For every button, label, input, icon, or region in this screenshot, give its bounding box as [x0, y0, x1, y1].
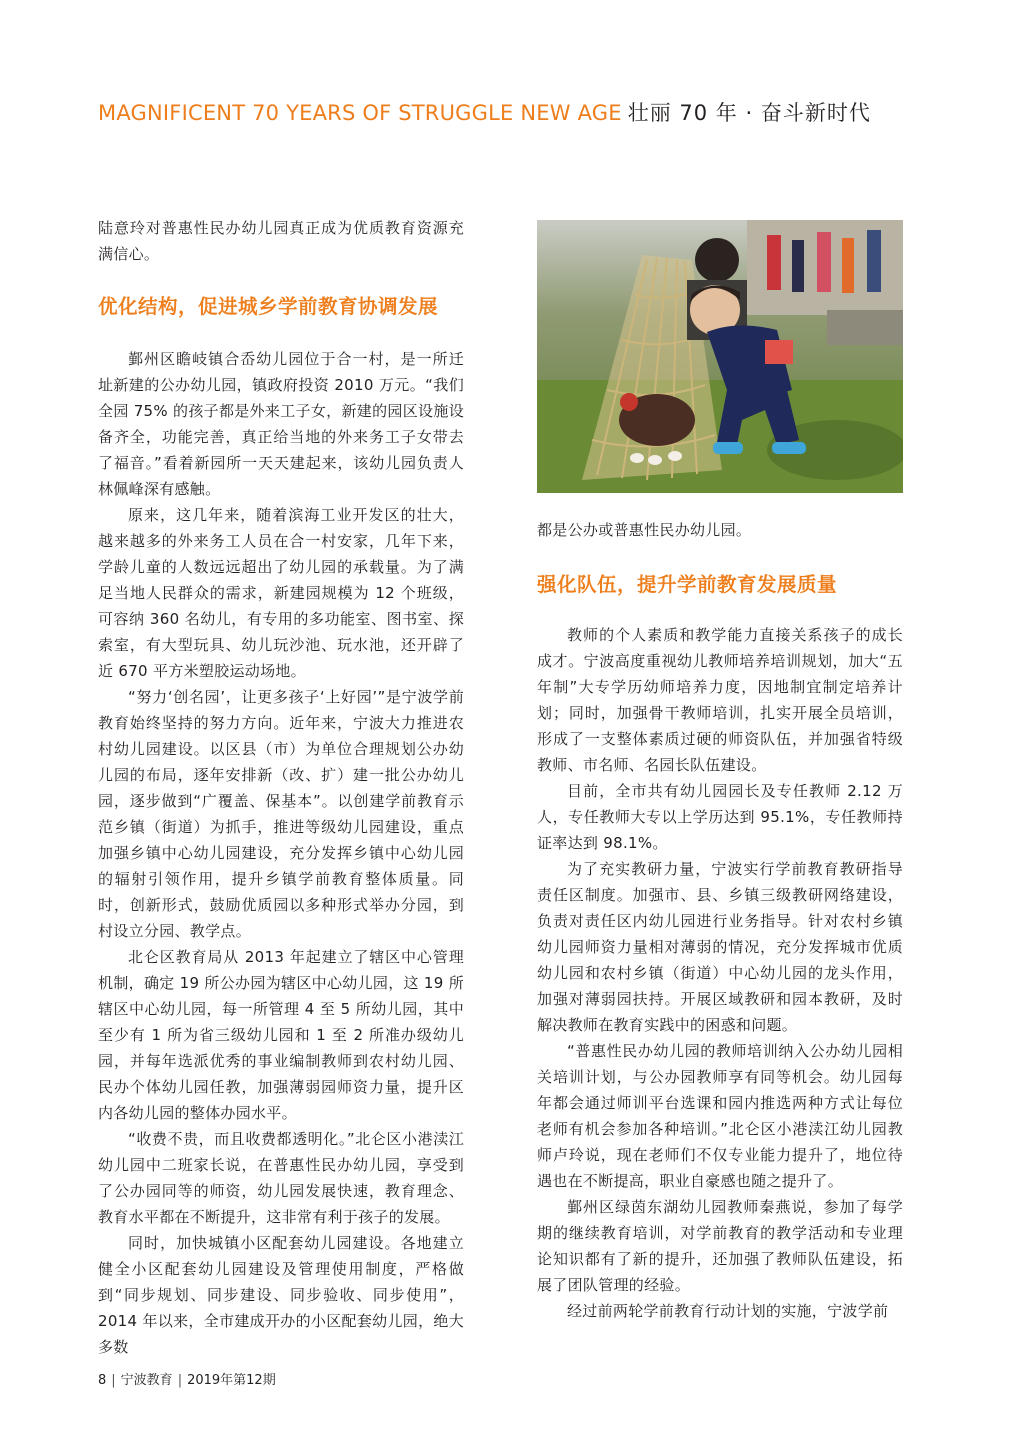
section-heading: 优化结构，促进城乡学前教育协调发展 [98, 295, 439, 318]
paragraph: 同时，加快城镇小区配套幼儿园建设。各地建立健全小区配套幼儿园建设及管理使用制度，严格做到“同步规划、同步建设、同步验收、同步使用”，2014 年以来，全市建成开办的小区配套幼儿园，绝大多数 [98, 1234, 464, 1356]
page-header [98, 98, 871, 128]
header-english-title: MAGNIFICENT 70 YEARS OF STRUGGLE NEW AGE [98, 101, 622, 125]
magazine-name: 宁波教育 [120, 1373, 173, 1388]
page-number: 8 [98, 1373, 107, 1388]
paragraph: 原来，这几年来，随着滨海工业开发区的壮大，越来越多的外来务工人员在合一村安家，几年下来，学龄儿童的人数远远超出了幼儿园的承载量。为了满足当地人民群众的需求，新建园规模为 12 个班级，可容纳 360 名幼儿，有专用的多功能室、图书室、探索室，有大型玩具、幼儿玩沙池、玩水池，还开辟了近 670 平方米塑胶运动场地。 [98, 506, 464, 680]
divider: | [177, 1373, 183, 1388]
divider: | [111, 1373, 116, 1388]
photo-child-with-chicken-cage [537, 220, 903, 493]
paragraph: 为了充实教研力量，宁波实行学前教育教研指导责任区制度。加强市、县、乡镇三级教研网络建设，负责对责任区内幼儿园进行业务指导。针对农村乡镇幼儿园师资力量相对薄弱的情况，充分发挥城市优质幼儿园和农村乡镇（街道）中心幼儿园的龙头作用，加强对薄弱园扶持。开展区域教研和园本教研，及时解决教师在教育实践中的困惑和问题。 [537, 860, 903, 1034]
paragraph: 都是公办或普惠性民办幼儿园。 [537, 521, 752, 539]
page-footer [98, 1372, 276, 1390]
right-column [537, 570, 903, 1324]
paragraph: 北仑区教育局从 2013 年起建立了辖区中心管理机制，确定 19 所公办园为辖区中心幼儿园，这 19 所辖区中心幼儿园，每一所管理 4 至 5 所幼儿园，其中至少有 1 所为省三级幼儿园和 1 至 2 所准办级幼儿园，并每年选派优秀的事业编制教师到农村幼儿园、民办个体幼儿园任教，加强薄弱园师资力量，提升区内各幼儿园的整体办园水平。 [98, 948, 464, 1122]
left-column [98, 215, 464, 1360]
paragraph: “收费不贵，而且收费都透明化。”北仑区小港渎江幼儿园中二班家长说，在普惠性民办幼儿园，享受到了公办园同等的师资，幼儿园发展快速，教育理念、教育水平都在不断提升，这非常有利于孩子的发展。 [98, 1130, 464, 1226]
header-chinese-title: 壮丽 70 年 · 奋斗新时代 [627, 101, 871, 125]
issue-label: 2019年第12期 [187, 1373, 276, 1388]
paragraph: “努力‘创名园’，让更多孩子‘上好园’”是宁波学前教育始终坚持的努力方向。近年来，宁波大力推进农村幼儿园建设。以区县（市）为单位合理规划公办幼儿园的布局，逐年安排新（改、扩）建一批公办幼儿园，逐步做到“广覆盖、保基本”。以创建学前教育示范乡镇（街道）为抓手，推进等级幼儿园建设，重点加强乡镇中心幼儿园建设，充分发挥乡镇中心幼儿园的辐射引领作用，提升乡镇学前教育整体质量。同时，创新形式，鼓励优质园以多种形式举办分园，到村设立分园、教学点。 [98, 688, 464, 940]
paragraph: 陆意玲对普惠性民办幼儿园真正成为优质教育资源充满信心。 [98, 219, 464, 263]
right-column-continuation [537, 517, 903, 543]
paragraph: 鄞州区绿茵东湖幼儿园教师秦燕说，参加了每学期的继续教育培训，对学前教育的教学活动和专业理论知识都有了新的提升，还加强了教师队伍建设，拓展了团队管理的经验。 [537, 1198, 903, 1294]
paragraph: 鄞州区瞻岐镇合岙幼儿园位于合一村，是一所迁址新建的公办幼儿园，镇政府投资 2010 万元。“我们全园 75% 的孩子都是外来工子女，新建的园区设施设备齐全，功能完善，真正给当地的外来务工子女带去了福音。”看着新园所一天天建起来，该幼儿园负责人林佩峰深有感触。 [98, 350, 464, 498]
paragraph: 经过前两轮学前教育行动计划的实施，宁波学前 [567, 1302, 889, 1320]
section-heading: 强化队伍，提升学前教育发展质量 [537, 573, 838, 596]
paragraph: “普惠性民办幼儿园的教师培训纳入公办幼儿园相关培训计划，与公办园教师享有同等机会。幼儿园每年都会通过师训平台选课和园内推选两种方式让每位老师有机会参加各种培训。”北仑区小港渎江幼儿园教师卢玲说，现在老师们不仅专业能力提升了，地位待遇也在不断提高，职业自豪感也随之提升了。 [537, 1042, 903, 1190]
paragraph: 教师的个人素质和教学能力直接关系孩子的成长成才。宁波高度重视幼儿教师培养培训规划，加大“五年制”大专学历幼师培养力度，因地制宜制定培养计划；同时，加强骨干教师培训，扎实开展全员培训，形成了一支整体素质过硬的师资队伍，并加强省特级教师、市名师、名园长队伍建设。 [537, 626, 903, 774]
paragraph: 目前，全市共有幼儿园园长及专任教师 2.12 万人，专任教师大专以上学历达到 95.1%，专任教师持证率达到 98.1%。 [537, 782, 903, 852]
